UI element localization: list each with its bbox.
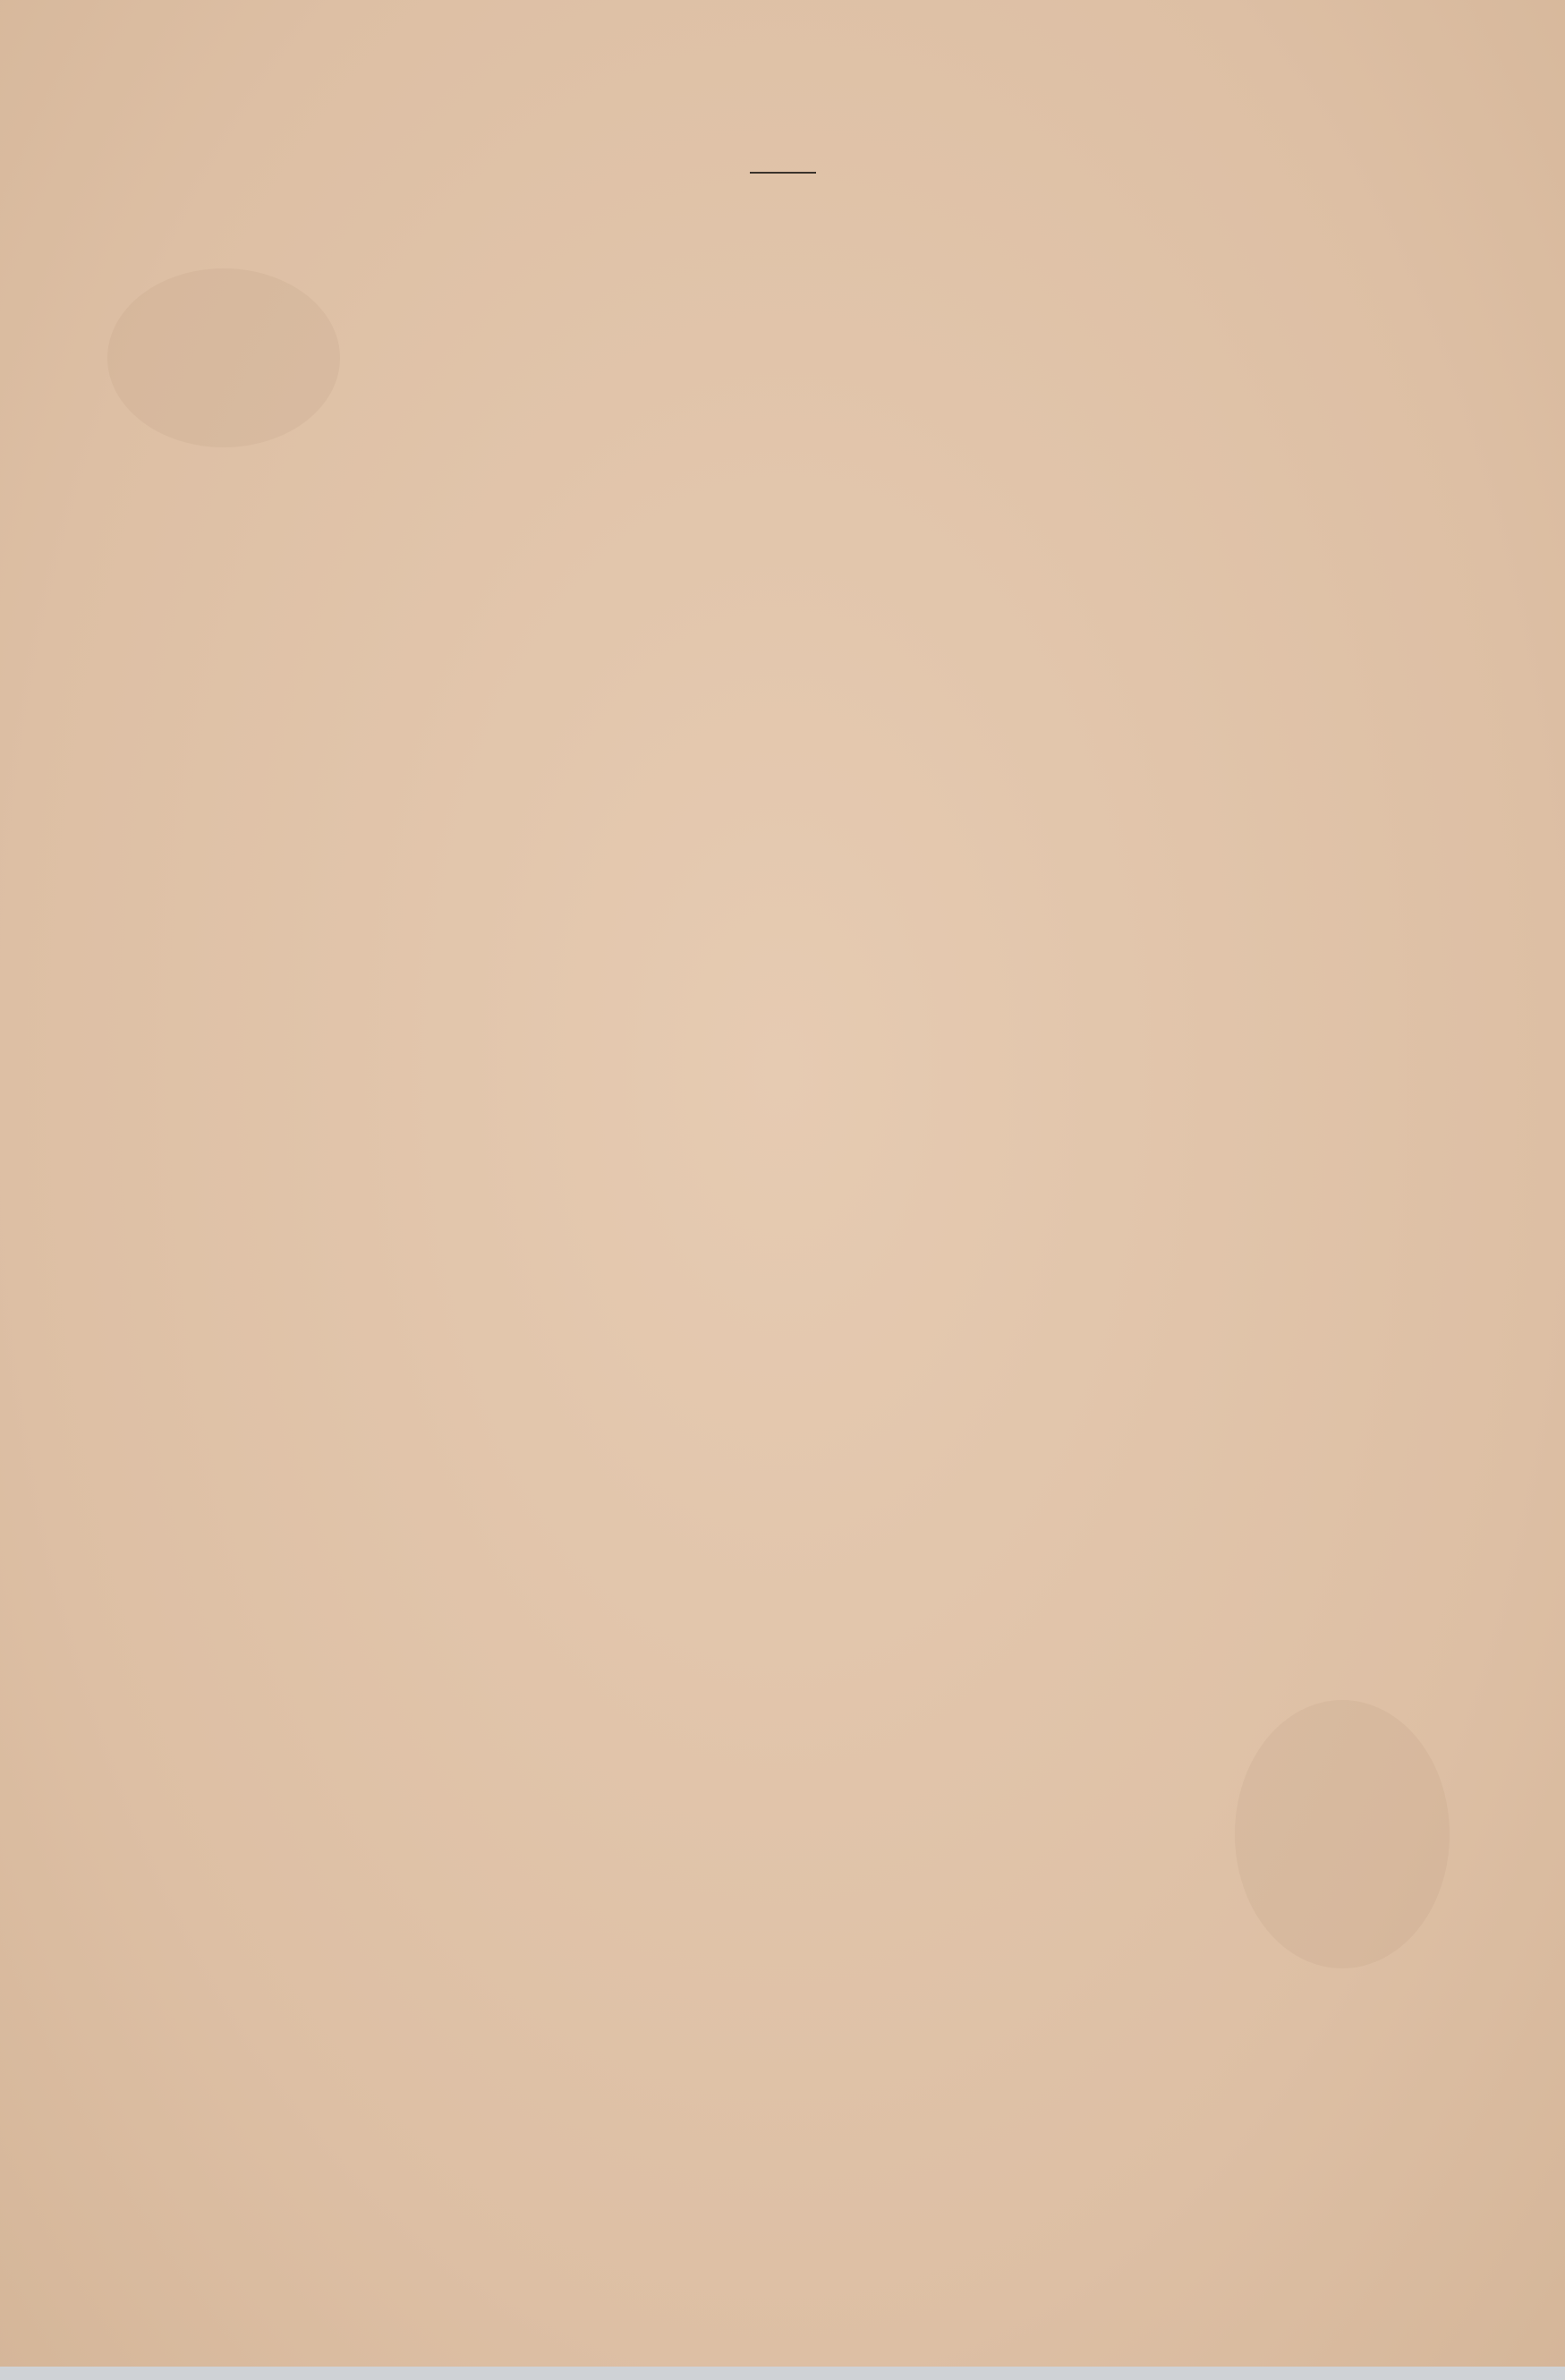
scan-edge [0, 2367, 1565, 2380]
page-number-rule [750, 172, 816, 174]
paper-stain [1235, 1700, 1450, 1968]
paper-stain [107, 268, 340, 447]
